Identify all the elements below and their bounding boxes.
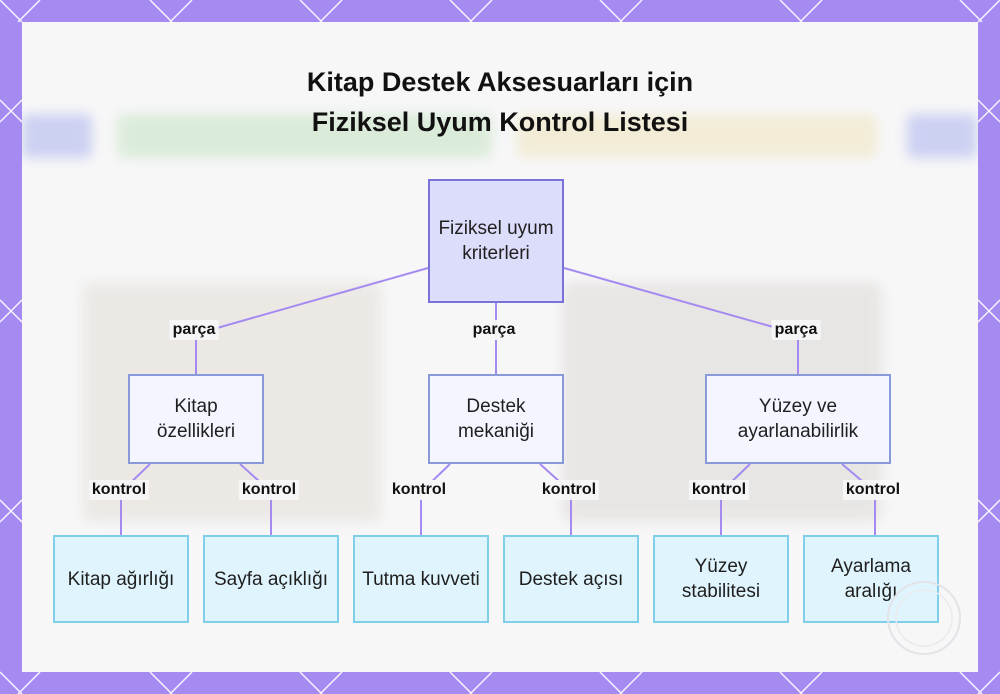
- leaf-node-kitap-agirligi: Kitap ağırlığı: [53, 535, 189, 623]
- edge-label-parca: parça: [170, 320, 219, 340]
- leaf-node-sayfa-acikligi: Sayfa açıklığı: [203, 535, 339, 623]
- branch-node-yuzey-ayarlanabilirlik: Yüzey ve ayarlanabilirlik: [705, 374, 891, 464]
- edge-label-kontrol: kontrol: [239, 480, 299, 500]
- edge-root-to-kitap: [196, 268, 428, 374]
- branch-node-kitap-ozellikleri: Kitap özellikleri: [128, 374, 264, 464]
- diagram-title: [222, 62, 778, 142]
- leaf-node-ayarlama-araligi: Ayarlama aralığı: [803, 535, 939, 623]
- root-node: Fiziksel uyum kriterleri: [428, 179, 564, 303]
- edge-label-kontrol: kontrol: [89, 480, 149, 500]
- title-line-1: Kitap Destek Aksesuarları için: [306, 67, 694, 97]
- edge-root-to-yuzey: [564, 268, 798, 374]
- edge-label-kontrol: kontrol: [539, 480, 599, 500]
- branch-node-destek-mekanigi: Destek mekaniği: [428, 374, 564, 464]
- edge-label-kontrol: kontrol: [843, 480, 903, 500]
- watermark-seal-icon: [884, 578, 964, 658]
- leaf-node-yuzey-stabilitesi: Yüzey stabilitesi: [653, 535, 789, 623]
- leaf-node-tutma-kuvveti: Tutma kuvveti: [353, 535, 489, 623]
- diagram-card: [22, 22, 978, 672]
- title-line-2: Fiziksel Uyum Kontrol Listesi: [311, 107, 689, 137]
- leaf-node-destek-acisi: Destek açısı: [503, 535, 639, 623]
- edge-label-kontrol: kontrol: [689, 480, 749, 500]
- edge-label-parca: parça: [772, 320, 821, 340]
- edge-label-parca: parça: [470, 320, 519, 340]
- edge-label-kontrol: kontrol: [389, 480, 449, 500]
